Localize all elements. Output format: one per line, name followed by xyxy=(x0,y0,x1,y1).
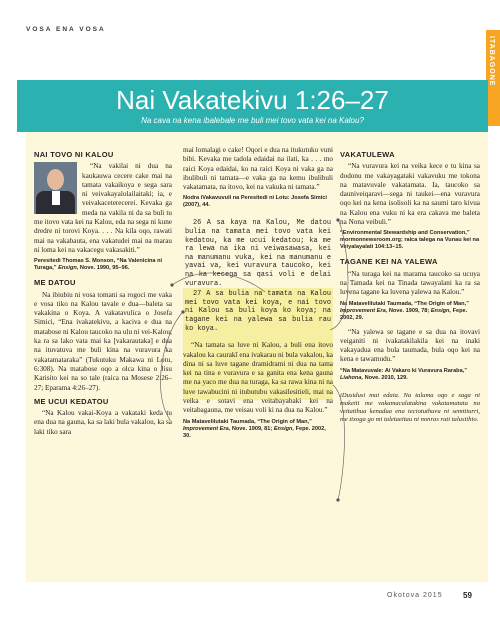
paragraph-me-datou: Na ibiubiu ni vosa tomani sa rogoci me vaka e vosa tiko na Kalou tavale e dua—baleta sa vakakina o Koya. A vakatavulica o Josefa Simici, “Ena ivakatekivu, a kaciva e dua na matabose ni Kalou taucoko na ulu ni vei-Kalou; ka ra sa lako vata mai ka [vakarautaka] e dua na ituvatuva me buli kina na vuravura ka vakatamataraka” (Tukutuku Makawa ni Lotu, 6:308). Na matabose oqo a olca kina o Jisu Karisito kei na so tale (raica na Mosese 2:26–27; Eparama 4:26–27). xyxy=(34,290,172,392)
heading-vakatulewa: VAKATULEWA xyxy=(340,150,395,159)
source-josefa-simici: Nodra iVakavuvuli na Peresitedi ni Lotu: Josefa Simici (2007), 44. xyxy=(183,195,327,209)
source-origin-of-man-2: Na Matavelilutaki Taumada, “The Origin of Man,” Improvement Era, Nove. 1909, 78; Ensign, Fepe. 2002, 29. xyxy=(340,300,469,321)
heading-me-ucui-kedatou: ME UCUI KEDATOU xyxy=(34,396,109,406)
quote-continued: mai lomalagi e cake! Oqori e dua na itukutuku vuni bibi. Kevaka me tadola edaidai na ilati, ka . . . mo raici Koya edaidai, ko na raici Koya ni vaka ga na ibulibuli ni tamata—e vaka ga na kemu ibulibuli vakatamata, na itovo, kei na vakuka ni tamata.” xyxy=(183,146,333,192)
scripture-text xyxy=(183,215,333,333)
page-title: Nai Vakatekivu 1:26–27 xyxy=(116,85,389,115)
scripture-verse-26: 26 A sa kaya na Kalou, Me datou bulia na tamata mei tovo vata kei kedatou, ka me ucui kedatou; ka me ra lewa na ika ni veiwasawasa, kei na manumanu vuka, kei na manumanu e yavai va, kei vuravura taucoko, kei na ka kecega sa qasi voli e delai vuravura. xyxy=(185,219,331,288)
portrait-photo xyxy=(34,162,77,214)
side-tab xyxy=(486,30,500,126)
heading-me-datou: ME DATOU xyxy=(34,278,76,288)
quote-stewardship: “Na vuravura kei na veika kece e tu kina sa dodonu me vakayagataki vakavuku me tokona na matavuvale vakatamata. Ia, taucoko sa dauniveiqaravi—sega ni taukei—ena vuravura oqo kei na kena isolisoli ka na saumi taro kivua na Kalou ena vuku ni ka era cakava me baleta na Nona veibuli.” xyxy=(340,162,480,227)
scripture-verse-27: 27 A sa bulia na tamata na Kalou mei tovo vata kei koya, e nai tovo ni Kalou sa buli koya ko koya; na tagane kei na yalewa sa bulia rau ko koya. xyxy=(185,290,331,333)
column-right xyxy=(340,146,480,428)
page-number: 59 xyxy=(463,591,472,600)
quote-family-proclamation: “Na yalewa se tagane e sa dua na itovavi veiganiti ni ivakatakilakila kei na inaki vakayadua ena bula taumada, bula oqo kei na kena e tawamudu.” xyxy=(340,327,480,364)
column-middle xyxy=(183,146,333,446)
page-subtitle: Na cava na kena ibalebale me buli mei tovo vata kei na Kalou? xyxy=(141,116,364,125)
source-family-proclamation: “Na Matavuvale: Ai Vakaro ki Vuravura Raraba,” Liahona, Nove. 2010, 129. xyxy=(340,367,468,381)
page-footer xyxy=(0,590,500,608)
paragraph-me-ucui-kedatou: “Na Kalou vakai-Koya a vakataki keda tu ena dua na gauna, ka sa laki bula vakalou, ka sa laki tiko sara xyxy=(34,409,172,436)
quote-origin-of-man: “Na tamata sa luve ni Kalou, a buli ena itovo vakalou ka caurakî ena ivakarau ni bula vakalou, ka dina ni sa luve tagane dramidrami ni dua na tama kei na tina e vuravura e sa ganita ena kena gauna me na yaco me dua na turaga, ka sa rawa kina ni na luve tawabucini ni itubutubu vakasilesitieli, mai na veika e sotavi ena veitabayabaki kei na veitabagauna, me veisau voli ki na dua na Kalou.” xyxy=(183,341,333,415)
column-left xyxy=(34,146,172,440)
section-label: VOSA ENA VOSA xyxy=(26,26,106,33)
heading-tagane-kei-na-yalewa: TAGANE KEI NA YALEWA xyxy=(340,257,438,267)
source-monson: Peresitedi Thomas S. Monson, “Na Valenicina ni Turaga,” Ensign, Nove. 1990, 95–96. xyxy=(34,258,163,272)
source-stewardship: “Environmental Stewardship and Conservation,” mormonnewsroom.org; raica talega na Vunau kei na Veiyalayalati 104:13–15. xyxy=(340,230,480,251)
illustration-note: iDusidusi mai edaia. Na taluma oqo e saga ni makeiti me vakamacalatakina vakatamatata na veitatihua kenadua ena teciotuthuvu ni semitiurri, me tixoga go mi taletaeitau ni nonras ruti talusiihio. xyxy=(340,391,480,424)
heading-nai-tovo-ni-kalou: NAI TOVO NI KALOU xyxy=(34,150,114,159)
quote-monson: “Na vakilai ni dua na kaukauwa cecere cake mai na tamata vakaikoya e sega sara ni veivakayalolailaitaki; ia, e veivakaceterecerei. Kevaka ga meda na vakila ni da sa buli tu me itovo vata kei na Kalou, eda na sega ni kune dredre ni torovi Koya. . . . Na kila oqo, rawati mai na vakabauta, ena vakatudei mai na marau ni loma kei na vakacegu vakasakiti.” xyxy=(34,162,172,254)
title-banner xyxy=(17,80,488,132)
side-tab-label: ITABAGONE xyxy=(488,36,495,87)
source-origin-of-man: Na Matavelilutaki Taumada, “The Origin of Man,” Improvement Era, Nove. 1909, 81; Ensign, Fepe. 2002, 30. xyxy=(183,418,326,439)
footer-month: Okotova 2015 xyxy=(387,592,443,599)
quote-men-women: “Na turaga kei na marama taucoko sa ucuya na Tamada kei na Tinada tawayalani ka ra sa luvena tagane ka luvena yalewa na Kalou.” xyxy=(340,269,480,297)
